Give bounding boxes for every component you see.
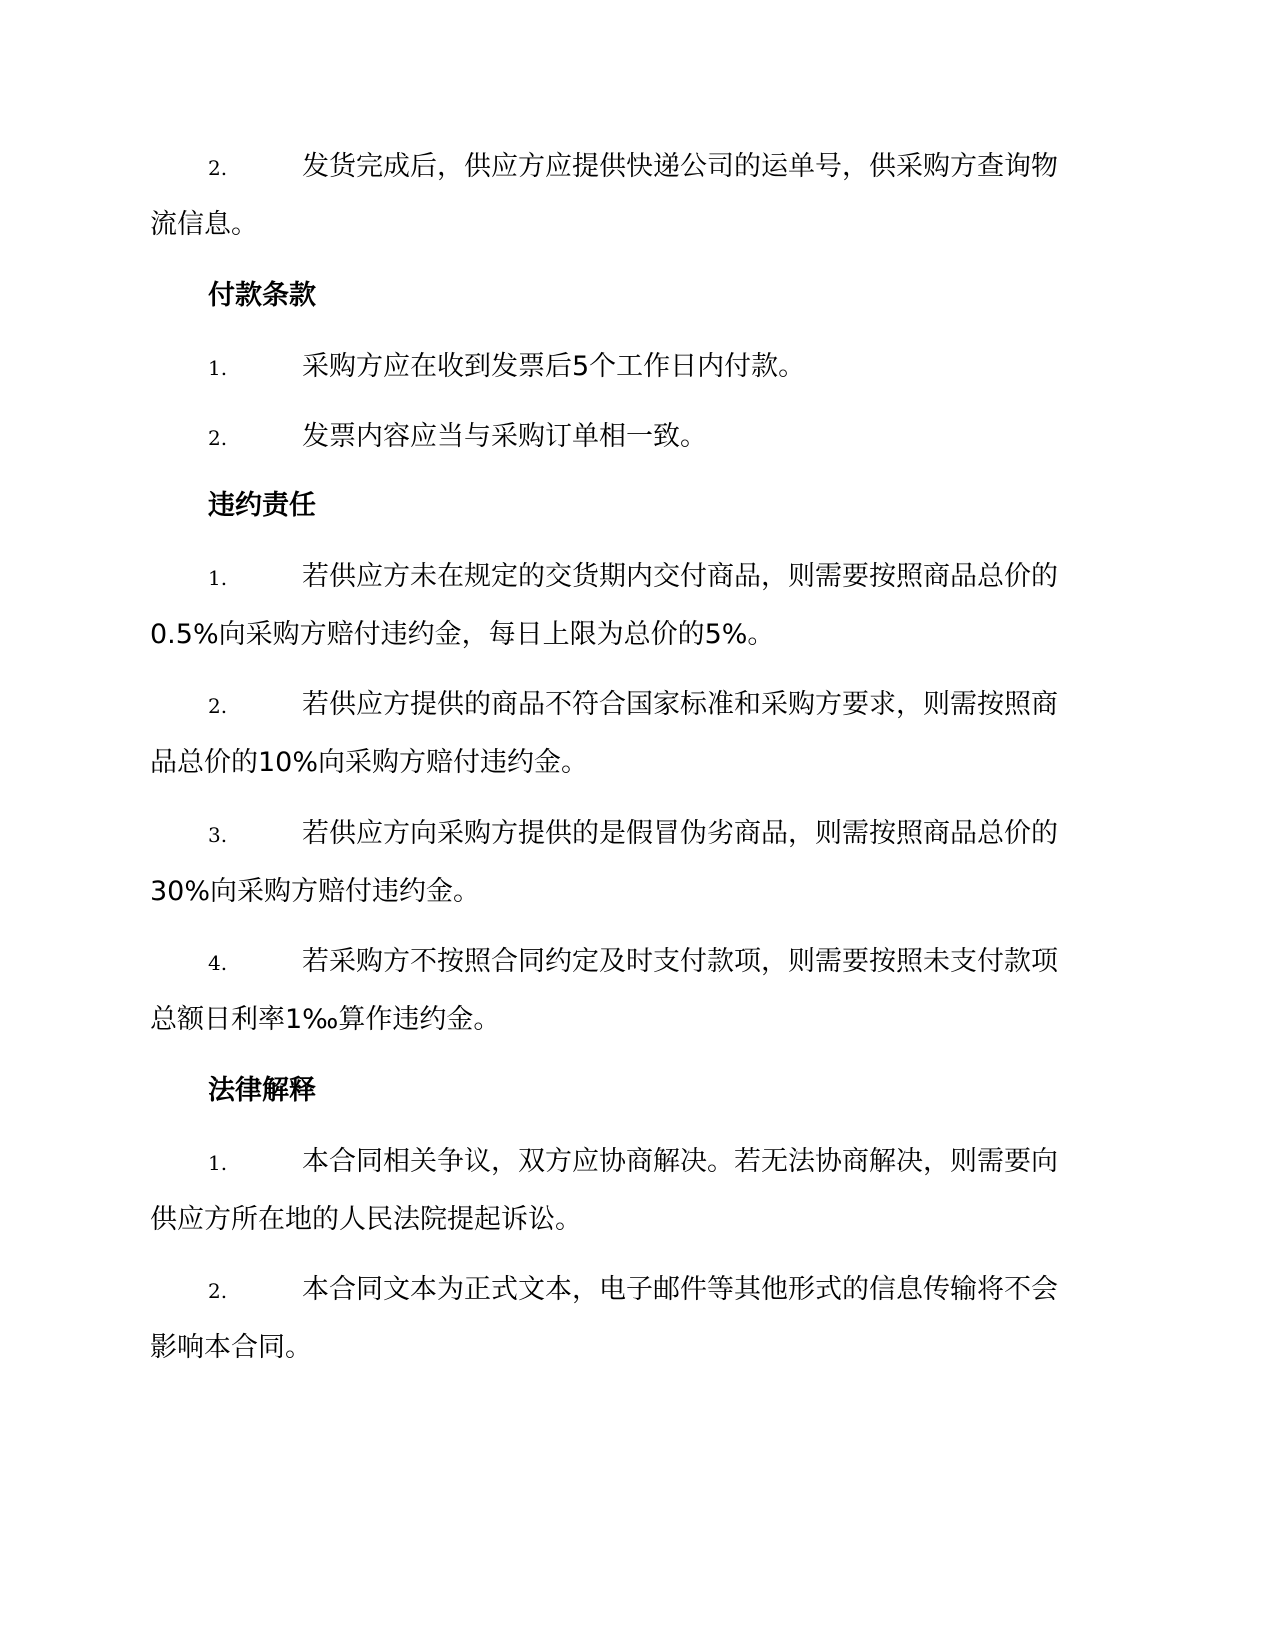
item-text-line: 流信息。 <box>150 209 258 240</box>
item-number: 1. <box>208 566 228 590</box>
section-heading: 付款条款 <box>208 280 316 311</box>
item-number: 2. <box>208 156 228 180</box>
item-number: 2. <box>208 694 228 718</box>
item-text-line: 供应方所在地的人民法院提起诉讼。 <box>150 1204 582 1235</box>
item-text-line: 若供应方未在规定的交货期内交付商品，则需要按照商品总价的 <box>302 561 1058 592</box>
item-number: 2. <box>208 1279 228 1303</box>
item-text-line: 影响本合同。 <box>150 1332 312 1363</box>
item-text-line: 本合同相关争议，双方应协商解决。若无法协商解决，则需要向 <box>302 1146 1058 1177</box>
item-text-line: 品总价的10%向采购方赔付违约金。 <box>150 747 589 778</box>
item-number: 1. <box>208 1151 228 1175</box>
item-text-line: 采购方应在收到发票后5个工作日内付款。 <box>302 351 806 382</box>
item-number: 4. <box>208 951 228 975</box>
item-number: 3. <box>208 823 228 847</box>
item-text-line: 发票内容应当与采购订单相一致。 <box>302 421 707 452</box>
section-heading: 法律解释 <box>208 1075 316 1106</box>
item-text-line: 若供应方提供的商品不符合国家标准和采购方要求，则需按照商 <box>302 689 1058 720</box>
item-number: 1. <box>208 356 228 380</box>
section-heading: 违约责任 <box>208 490 316 521</box>
item-number: 2. <box>208 426 228 450</box>
item-text-line: 0.5%向采购方赔付违约金，每日上限为总价的5%。 <box>150 619 775 650</box>
item-text-line: 若采购方不按照合同约定及时支付款项，则需要按照未支付款项 <box>302 946 1058 977</box>
item-text-line: 若供应方向采购方提供的是假冒伪劣商品，则需按照商品总价的 <box>302 818 1058 849</box>
item-text-line: 总额日利率1‰算作违约金。 <box>150 1004 501 1035</box>
item-text-line: 30%向采购方赔付违约金。 <box>150 876 481 907</box>
item-text-line: 发货完成后，供应方应提供快递公司的运单号，供采购方查询物 <box>302 151 1058 182</box>
item-text-line: 本合同文本为正式文本，电子邮件等其他形式的信息传输将不会 <box>302 1274 1058 1305</box>
